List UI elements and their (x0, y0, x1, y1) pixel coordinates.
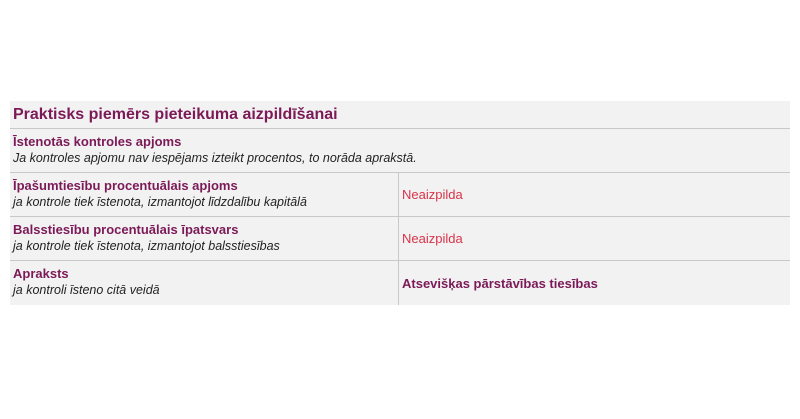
row-description-value-cell (399, 261, 790, 305)
row-description-label-cell (10, 261, 399, 305)
row-ownership-value-cell (399, 173, 790, 216)
row-label: Balsstiesību procentuālais īpatsvars (13, 222, 239, 237)
row-value: Neaizpilda (402, 231, 463, 246)
row-value: Neaizpilda (402, 187, 463, 202)
row-label: Īpašumtiesību procentuālais apjoms (13, 178, 238, 193)
row-control-scope (10, 129, 790, 173)
example-panel (10, 101, 790, 305)
row-ownership-label-cell (10, 173, 399, 216)
row-label: Īstenotās kontroles apjoms (13, 134, 182, 149)
row-label: Apraksts (13, 266, 69, 281)
row-control-scope-cell (10, 129, 790, 172)
row-voting-share (10, 217, 790, 261)
row-voting-value-cell (399, 217, 790, 260)
row-description: ja kontrole tiek īstenota, izmantojot līdzdalību kapitālā (13, 195, 307, 209)
row-description: ja kontrole tiek īstenota, izmantojot balsstiesības (13, 239, 280, 253)
row-voting-label-cell (10, 217, 399, 260)
row-ownership-percentage (10, 173, 790, 217)
row-description: Ja kontroles apjomu nav iespējams izteikt procentos, to norāda aprakstā. (13, 151, 417, 165)
row-value: Atsevišķas pārstāvības tiesības (402, 275, 598, 291)
panel-title: Praktisks piemērs pieteikuma aizpildīšanai (10, 101, 790, 129)
row-description-field (10, 261, 790, 305)
row-description: ja kontroli īsteno citā veidā (13, 283, 160, 297)
